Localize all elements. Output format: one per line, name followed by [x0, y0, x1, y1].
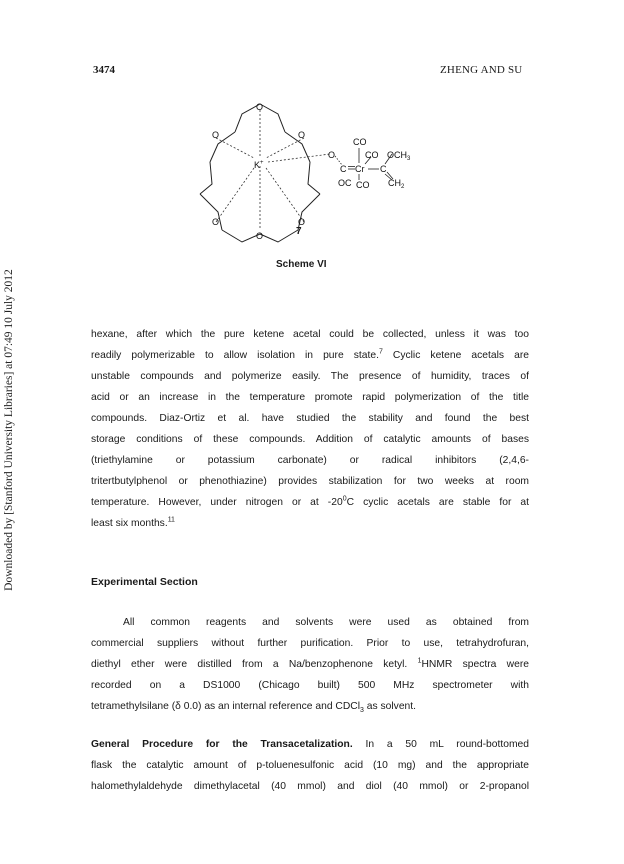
body-paragraph-1	[91, 324, 529, 534]
oc-ligand: OC	[338, 178, 352, 188]
chemical-structure-diagram	[180, 92, 420, 272]
co-ligand-top: CO	[353, 137, 367, 147]
potassium-ion: K+	[254, 160, 264, 170]
carbon-atom-right: C	[380, 164, 387, 174]
page-number: 3474	[93, 64, 115, 76]
text-line: diethyl ether were distilled from a Na/benzophenone ketyl. $^1$HNMR spectra were	[91, 657, 529, 670]
ketene-oxygen: O	[328, 150, 336, 160]
body-paragraph-2	[91, 612, 529, 717]
reference-7: 7	[378, 348, 383, 356]
experimental-section-heading: Experimental Section	[91, 576, 198, 588]
text-line: storage conditions of these compounds. Addition of catalytic amounts of bases	[91, 434, 529, 445]
text-line: commercial suppliers without further purification. Prior to use, tetrahydrofuran,	[91, 638, 529, 649]
oxygen-atom-2: O	[212, 130, 220, 140]
text-line: tetramethylsilane (δ 0.0) as an internal reference and CDCl$_3$ as solvent.	[91, 701, 417, 715]
text-line: unstable compounds and polymerize easily. The presence of humidity, traces of	[91, 371, 529, 382]
nmr-superscript: 1	[417, 657, 422, 665]
degree-sign: 0	[342, 495, 347, 503]
text-line: compounds. Diaz-Ortiz et al. have studied the stability and found the best	[91, 413, 529, 424]
text-line: recorded on a DS1000 (Chicago built) 500 MHz spectrometer with	[91, 680, 529, 691]
scheme-caption: Scheme VI	[276, 259, 327, 270]
text-line: temperature. However, under nitrogen or at $-20^0C$ cyclic acetals are stable for at	[91, 495, 529, 508]
co-ligand-bottom: CO	[356, 180, 370, 190]
download-note-text: Downloaded by [Stanford University Libraries] at 07:49 10 July 2012	[3, 269, 15, 591]
oxygen-atom-3: O	[298, 130, 306, 140]
text-line: tritertbutylphenol or phenothiazine) provides stabilization for two weeks at room	[91, 476, 529, 487]
text-line: flask the catalytic amount of p-toluenesulfonic acid (10 mg) and the appropriate	[91, 760, 529, 771]
oxygen-atom-4: O	[212, 217, 220, 227]
oxygen-atom-5: O	[298, 217, 306, 227]
download-watermark	[0, 220, 19, 640]
running-title: ZHENG AND SU	[440, 64, 523, 76]
text-line: hexane, after which the pure ketene acetal could be collected, unless it was too	[91, 329, 529, 340]
oxygen-atom-6: O	[256, 231, 264, 241]
text-line: least six months.$^{11}$	[91, 516, 175, 529]
text-line: readily polymerizable to allow isolation in pure state.$^7$ Cyclic ketene acetals are	[91, 348, 529, 361]
coordination-bonds	[216, 110, 330, 228]
crown-oxygen-atoms	[212, 102, 305, 241]
oxygen-atom-1: O	[256, 102, 264, 112]
carbon-atom-left: C	[340, 164, 347, 174]
body-paragraph-3	[91, 734, 529, 797]
general-procedure-heading: General Procedure for the Transacetalization.	[91, 739, 353, 750]
chromium-atom: Cr	[355, 164, 365, 174]
reference-11: 11	[167, 516, 175, 524]
co-ligand-upper-right: CO	[365, 150, 379, 160]
text-line: General Procedure for the Transacetalization. In a 50 mL round-bottomed	[91, 739, 529, 750]
text-line: (triethylamine or potassium carbonate) or radical inhibitors (2,4,6-	[91, 455, 529, 466]
methoxy-group: $OCH_3$	[387, 150, 411, 162]
cdcl-subscript: 3	[360, 707, 364, 715]
methylene-group: $CH_2$	[388, 178, 405, 190]
text-line: All common reagents and solvents were used as obtained from	[123, 617, 529, 628]
text-line: acid or an increase in the temperature promote rapid polymerization of the title	[91, 392, 529, 403]
compound-number: 7	[296, 226, 302, 237]
text-line: halomethylaldehyde dimethylacetal (40 mmol) and diol (40 mmol) or 2-propanol	[91, 781, 529, 792]
